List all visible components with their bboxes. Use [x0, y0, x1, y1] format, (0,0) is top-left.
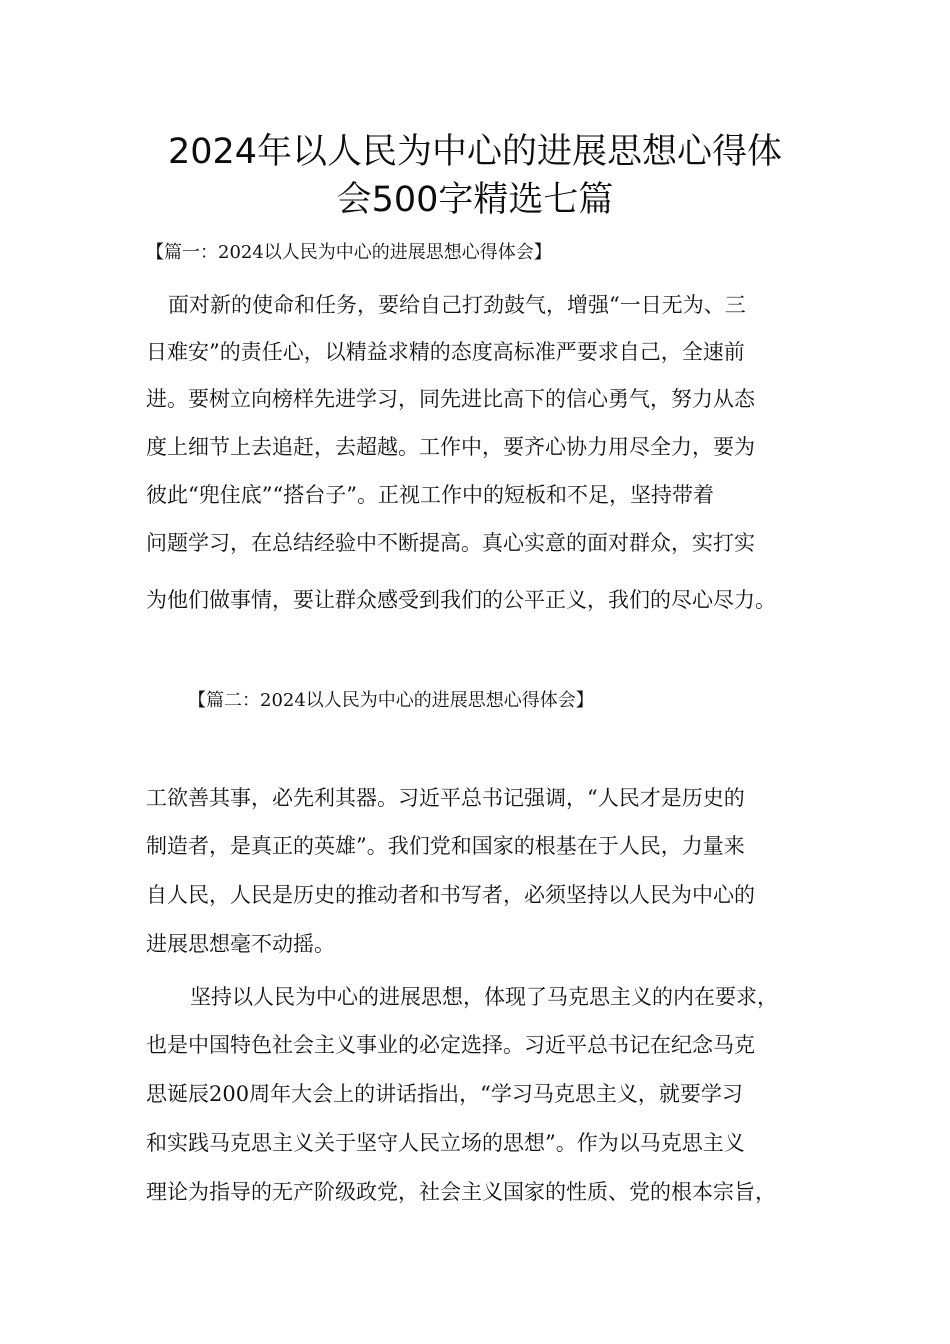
document-title-line-1: 2024年以人民为中心的进展思想心得体: [167, 132, 783, 172]
section-2-para-2-line: 和实践马克思主义关于坚守人民立场的思想”。作为以马克思主义: [146, 1131, 745, 1155]
section-2-para-1-line: 制造者，是真正的英雄”。我们党和国家的根基在于人民，力量来: [146, 834, 745, 858]
section-1-line: 彼此“兜住底”“搭台子”。正视工作中的短板和不足，坚持带着: [146, 483, 714, 507]
section-1-line: 日难安”的责任心，以精益求精的态度高标准严要求自己，全速前: [146, 340, 745, 364]
section-1-line: 为他们做事情，要让群众感受到我们的公平正义，我们的尽心尽力。: [146, 588, 776, 612]
section-2-para-2-line: 思诞辰200周年大会上的讲话指出，“学习马克思主义，就要学习: [146, 1082, 743, 1106]
section-1-line: 进。要树立向榜样先进学习，同先进比高下的信心勇气，努力从态: [146, 387, 755, 411]
section-2-para-1-line: 自人民，人民是历史的推动者和书写者，必须坚持以人民为中心的: [146, 883, 755, 907]
section-1-heading: 【篇一：2024以人民为中心的进展思想心得体会】: [146, 242, 552, 263]
document-title-line-2: 会500字精选七篇: [336, 180, 614, 220]
section-2-para-2-line: 理论为指导的无产阶级政党，社会主义国家的性质、党的根本宗旨，: [146, 1180, 776, 1204]
section-1-line: 度上细节上去追赶，去超越。工作中，要齐心协力用尽全力，要为: [146, 435, 755, 459]
section-2-para-1-line: 工欲善其事，必先利其器。习近平总书记强调，“人民才是历史的: [146, 786, 745, 810]
section-1-line: 面对新的使命和任务，要给自己打劲鼓气，增强“一日无为、三: [168, 293, 746, 317]
section-2-para-1-line: 进展思想毫不动摇。: [146, 932, 335, 956]
section-2-heading: 【篇二：2024以人民为中心的进展思想心得体会】: [188, 690, 594, 711]
section-2-para-2-line: 也是中国特色社会主义事业的必定选择。习近平总书记在纪念马克: [146, 1033, 755, 1057]
section-1-line: 问题学习，在总结经验中不断提高。真心实意的面对群众，实打实: [146, 531, 755, 555]
section-2-para-2-line: 坚持以人民为中心的进展思想，体现了马克思主义的内在要求，: [190, 985, 778, 1009]
